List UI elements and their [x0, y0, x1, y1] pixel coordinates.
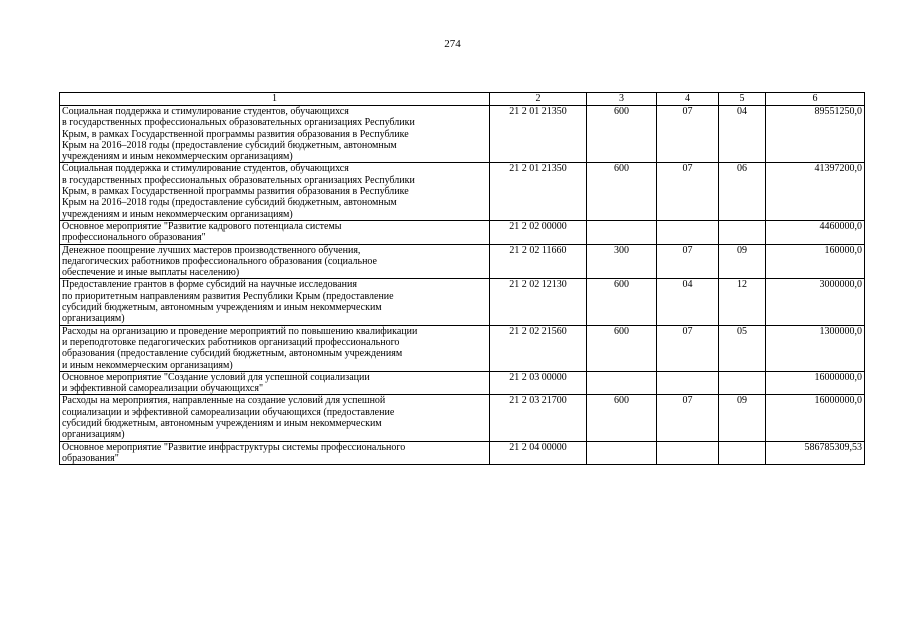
column-header: 2 — [490, 93, 587, 106]
table-row — [60, 279, 865, 325]
target-article-code: 21 2 03 21700 — [490, 395, 587, 441]
description-line: педагогических работников профессионального образования (социальное — [62, 255, 377, 267]
target-article-code: 21 2 02 12130 — [490, 279, 587, 325]
description-line: Основное мероприятие "Создание условий для успешной социализации — [62, 371, 370, 383]
expense-type-code: 600 — [587, 279, 657, 325]
description-line: Предоставление грантов в форме субсидий на научные исследования — [62, 279, 357, 291]
section-code: 07 — [657, 106, 719, 163]
expense-type-code — [587, 220, 657, 244]
expense-type-code: 600 — [587, 106, 657, 163]
description-line: субсидий бюджетным, автономным учреждениям и иным некоммерческим — [62, 418, 382, 430]
row-description — [60, 163, 490, 220]
expense-type-code: 600 — [587, 163, 657, 220]
column-header: 6 — [766, 93, 865, 106]
section-code: 07 — [657, 325, 719, 371]
description-line: и иным некоммерческим организациям) — [62, 359, 233, 371]
expense-type-code — [587, 371, 657, 395]
description-line: профессионального образования" — [62, 232, 206, 244]
description-line: Крым, в рамках Государственной программы развития образования в Республике — [62, 186, 409, 198]
table-row — [60, 220, 865, 244]
expense-type-code: 600 — [587, 395, 657, 441]
amount-value: 586785309,53 — [766, 441, 865, 465]
subsection-code — [719, 441, 766, 465]
column-header: 4 — [657, 93, 719, 106]
description-line: Крым, в рамках Государственной программы развития образования в Республике — [62, 128, 409, 140]
description-line: субсидий бюджетным, автономным учреждениям и иным некоммерческим — [62, 302, 382, 314]
description-line: Социальная поддержка и стимулирование студентов, обучающихся — [62, 163, 349, 175]
budget-table — [59, 92, 865, 465]
description-line: Расходы на мероприятия, направленные на создание условий для успешной — [62, 395, 386, 407]
amount-value: 160000,0 — [766, 244, 865, 279]
subsection-code — [719, 220, 766, 244]
table-row — [60, 371, 865, 395]
subsection-code — [719, 371, 766, 395]
subsection-code: 06 — [719, 163, 766, 220]
table-header — [60, 93, 865, 106]
description-line: Основное мероприятие "Развитие инфраструктуры системы профессионального — [62, 441, 406, 453]
amount-value: 16000000,0 — [766, 395, 865, 441]
table-row — [60, 441, 865, 465]
description-line: Основное мероприятие "Развитие кадрового потенциала системы — [62, 220, 342, 232]
description-line: социализации и эффективной самореализации обучающихся (предоставление — [62, 406, 395, 418]
row-description — [60, 441, 490, 465]
subsection-code: 12 — [719, 279, 766, 325]
table-row — [60, 106, 865, 163]
description-line: по приоритетным направлениям развития Республики Крым (предоставление — [62, 290, 394, 302]
amount-value: 89551250,0 — [766, 106, 865, 163]
subsection-code: 04 — [719, 106, 766, 163]
amount-value: 16000000,0 — [766, 371, 865, 395]
target-article-code: 21 2 02 11660 — [490, 244, 587, 279]
description-line: Крым на 2016–2018 годы (предоставление субсидий бюджетным, автономным — [62, 139, 397, 151]
target-article-code: 21 2 04 00000 — [490, 441, 587, 465]
amount-value: 1300000,0 — [766, 325, 865, 371]
description-line: и переподготовке педагогических работников организаций профессионального — [62, 336, 400, 348]
target-article-code: 21 2 01 21350 — [490, 106, 587, 163]
target-article-code: 21 2 01 21350 — [490, 163, 587, 220]
amount-value: 41397200,0 — [766, 163, 865, 220]
section-code: 04 — [657, 279, 719, 325]
amount-value: 4460000,0 — [766, 220, 865, 244]
description-line: обеспечение и иные выплаты населению) — [62, 267, 240, 279]
subsection-code: 05 — [719, 325, 766, 371]
description-line: Расходы на организацию и проведение мероприятий по повышению квалификации — [62, 325, 418, 337]
page-number: 274 — [444, 38, 461, 50]
description-line: учреждениям и иным некоммерческим организациям) — [62, 208, 293, 220]
target-article-code: 21 2 02 00000 — [490, 220, 587, 244]
description-line: в государственных профессиональных образовательных организациях Республики — [62, 117, 415, 129]
row-description — [60, 325, 490, 371]
target-article-code: 21 2 03 00000 — [490, 371, 587, 395]
expense-type-code — [587, 441, 657, 465]
row-description — [60, 220, 490, 244]
section-code: 07 — [657, 395, 719, 441]
amount-value: 3000000,0 — [766, 279, 865, 325]
section-code: 07 — [657, 244, 719, 279]
section-code: 07 — [657, 163, 719, 220]
table-body — [60, 106, 865, 465]
row-description — [60, 371, 490, 395]
row-description — [60, 279, 490, 325]
row-description — [60, 244, 490, 279]
section-code — [657, 371, 719, 395]
table-row — [60, 163, 865, 220]
header-row — [60, 93, 865, 106]
column-header: 5 — [719, 93, 766, 106]
description-line: учреждениям и иным некоммерческим организациям) — [62, 151, 293, 163]
description-line: в государственных профессиональных образовательных организациях Республики — [62, 174, 415, 186]
section-code — [657, 220, 719, 244]
description-line: и эффективной самореализации обучающихся" — [62, 383, 264, 395]
expense-type-code: 300 — [587, 244, 657, 279]
description-line: образования (предоставление субсидий бюджетным, автономным учреждениям — [62, 348, 403, 360]
subsection-code: 09 — [719, 244, 766, 279]
table-row — [60, 244, 865, 279]
description-line: Денежное поощрение лучших мастеров производственного обучения, — [62, 244, 361, 256]
description-line: организациям) — [62, 313, 125, 325]
row-description — [60, 106, 490, 163]
column-header: 1 — [60, 93, 490, 106]
description-line: Крым на 2016–2018 годы (предоставление субсидий бюджетным, автономным — [62, 197, 397, 209]
description-line: организациям) — [62, 429, 125, 441]
subsection-code: 09 — [719, 395, 766, 441]
target-article-code: 21 2 02 21560 — [490, 325, 587, 371]
description-line: Социальная поддержка и стимулирование студентов, обучающихся — [62, 106, 349, 117]
section-code — [657, 441, 719, 465]
column-header: 3 — [587, 93, 657, 106]
row-description — [60, 395, 490, 441]
table-row — [60, 395, 865, 441]
description-line: образования" — [62, 452, 119, 464]
expense-type-code: 600 — [587, 325, 657, 371]
table-row — [60, 325, 865, 371]
